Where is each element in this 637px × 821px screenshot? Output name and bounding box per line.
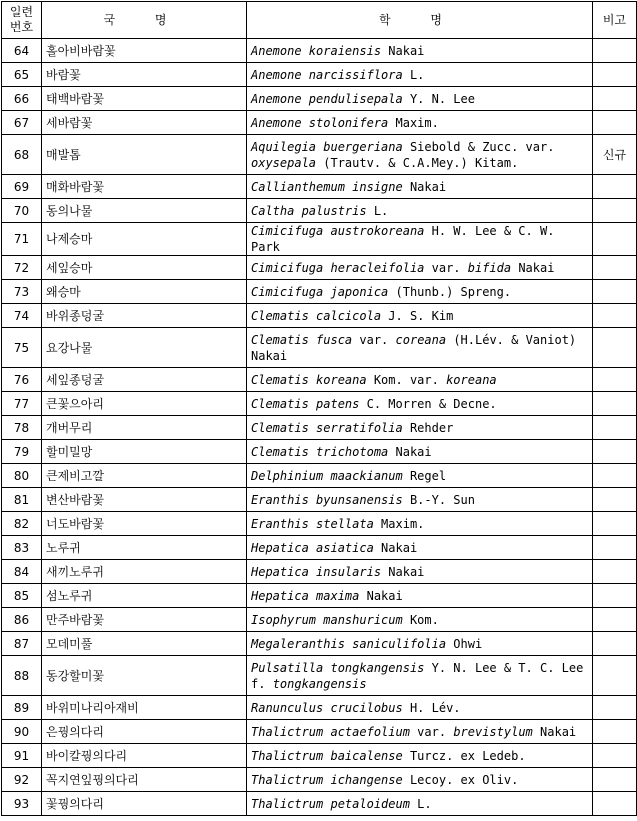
scientific-name-author-part: Nakai	[388, 444, 432, 459]
scientific-name-author-part: Kom. var.	[366, 372, 447, 387]
cell-scientific-name	[247, 608, 593, 632]
table-row	[2, 464, 637, 488]
cell-note	[593, 111, 637, 135]
cell-scientific-name	[247, 768, 593, 792]
cell-scientific-name	[247, 464, 593, 488]
scientific-name-author-part: (H.Lév. & Vaniot) Nakai	[251, 332, 577, 363]
cell-note	[593, 175, 637, 199]
scientific-name-italic-part: Hepatica insularis	[251, 564, 382, 579]
cell-serial-number: 81	[2, 488, 42, 512]
scientific-name-author-part: var.	[424, 260, 468, 275]
scientific-name-author-part: Maxim.	[388, 115, 439, 130]
cell-note	[593, 696, 637, 720]
cell-korean-name: 동의나물	[42, 199, 247, 223]
cell-scientific-name	[247, 368, 593, 392]
cell-scientific-name	[247, 584, 593, 608]
cell-note	[593, 488, 637, 512]
cell-korean-name: 꼭지연잎꿩의다리	[42, 768, 247, 792]
scientific-name-italic-part: Thalictrum petaloideum	[251, 796, 410, 811]
table-row	[2, 488, 637, 512]
cell-korean-name: 요강나물	[42, 328, 247, 368]
cell-scientific-name	[247, 63, 593, 87]
cell-korean-name: 매화바람꽃	[42, 175, 247, 199]
scientific-name-author-part: Regel	[402, 468, 447, 483]
cell-serial-number: 72	[2, 256, 42, 280]
scientific-name-author-part: L.	[366, 203, 389, 218]
cell-note	[593, 87, 637, 111]
cell-note	[593, 223, 637, 256]
scientific-name-author-part: H. W. Lee & C. W. Park	[251, 224, 555, 254]
scientific-name-author-part: Turcz. ex Ledeb.	[402, 748, 526, 763]
cell-note	[593, 560, 637, 584]
scientific-name-italic-part: Callianthemum insigne	[251, 179, 403, 194]
column-header-korean-name: 국 명	[42, 2, 247, 39]
scientific-name-italic-part: Pulsatilla tongkangensis	[251, 660, 425, 675]
scientific-name-author-part: Nakai	[381, 43, 425, 58]
scientific-name-italic-part: Delphinium maackianum	[251, 468, 403, 483]
scientific-name-italic-part: Clematis calcicola	[251, 308, 382, 323]
scientific-name-italic-part: Clematis patens	[251, 396, 360, 411]
cell-serial-number: 80	[2, 464, 42, 488]
cell-korean-name: 세잎종덩굴	[42, 368, 247, 392]
cell-korean-name: 은꿩의다리	[42, 720, 247, 744]
table-row	[2, 280, 637, 304]
scientific-name-author-part: Nakai	[402, 179, 447, 194]
cell-scientific-name	[247, 304, 593, 328]
scientific-name-italic-part: Ranunculus crucilobus	[251, 700, 403, 715]
scientific-name-italic-part: Thalictrum baicalense	[251, 748, 403, 763]
scientific-name-italic-part: Megaleranthis saniculifolia	[251, 636, 447, 651]
scientific-name-italic-part: Hepatica asiatica	[251, 540, 374, 555]
cell-korean-name: 할미밀망	[42, 440, 247, 464]
cell-scientific-name	[247, 536, 593, 560]
cell-serial-number: 64	[2, 39, 42, 63]
cell-korean-name: 태백바람꽃	[42, 87, 247, 111]
scientific-name-author-part: Kom.	[402, 612, 439, 627]
table-row	[2, 135, 637, 175]
cell-korean-name: 노루귀	[42, 536, 247, 560]
table-body	[2, 39, 637, 816]
scientific-name-italic-part: Cimicifuga austrokoreana	[251, 224, 425, 238]
cell-korean-name: 너도바람꽃	[42, 512, 247, 536]
scientific-name-author-part: Maxim.	[373, 516, 425, 531]
cell-note	[593, 512, 637, 536]
cell-note	[593, 328, 637, 368]
scientific-name-italic-part: Anemone pendulisepala	[251, 91, 403, 106]
cell-scientific-name	[247, 256, 593, 280]
cell-korean-name: 세잎승마	[42, 256, 247, 280]
table-row	[2, 39, 637, 63]
cell-scientific-name	[247, 696, 593, 720]
scientific-name-italic-part: tongkangensis	[272, 676, 367, 691]
cell-korean-name: 새끼노루귀	[42, 560, 247, 584]
cell-scientific-name	[247, 223, 593, 256]
cell-scientific-name	[247, 111, 593, 135]
cell-korean-name: 홀아비바람꽃	[42, 39, 247, 63]
cell-note	[593, 392, 637, 416]
scientific-name-author-part: Nakai	[359, 588, 403, 603]
table-row	[2, 175, 637, 199]
scientific-name-author-part: Nakai	[381, 564, 425, 579]
cell-serial-number: 82	[2, 512, 42, 536]
cell-serial-number: 77	[2, 392, 42, 416]
cell-korean-name: 큰꽃으아리	[42, 392, 247, 416]
cell-note	[593, 656, 637, 696]
header-serial-line1: 일련	[9, 5, 34, 19]
table-row	[2, 416, 637, 440]
cell-korean-name: 바이칼꿩의다리	[42, 744, 247, 768]
cell-note	[593, 584, 637, 608]
cell-scientific-name	[247, 488, 593, 512]
cell-serial-number: 86	[2, 608, 42, 632]
cell-note	[593, 464, 637, 488]
table-row	[2, 720, 637, 744]
cell-korean-name: 나제승마	[42, 223, 247, 256]
cell-scientific-name	[247, 328, 593, 368]
cell-korean-name: 바람꽃	[42, 63, 247, 87]
scientific-name-italic-part: Caltha palustris	[251, 203, 367, 218]
cell-scientific-name	[247, 416, 593, 440]
table-row	[2, 792, 637, 816]
cell-scientific-name	[247, 175, 593, 199]
cell-serial-number: 88	[2, 656, 42, 696]
table-row	[2, 368, 637, 392]
table-row	[2, 696, 637, 720]
table-row	[2, 304, 637, 328]
cell-scientific-name	[247, 720, 593, 744]
cell-korean-name: 세바람꽃	[42, 111, 247, 135]
cell-scientific-name	[247, 656, 593, 696]
cell-korean-name: 꽃꿩의다리	[42, 792, 247, 816]
table-row	[2, 440, 637, 464]
scientific-name-italic-part: Thalictrum actaefolium	[251, 724, 410, 739]
cell-serial-number: 83	[2, 536, 42, 560]
cell-scientific-name	[247, 512, 593, 536]
cell-serial-number: 71	[2, 223, 42, 256]
column-header-note: 비고	[593, 2, 637, 39]
cell-scientific-name	[247, 632, 593, 656]
cell-korean-name: 바위미나리아재비	[42, 696, 247, 720]
cell-serial-number: 73	[2, 280, 42, 304]
header-serial-line2: 번호	[9, 20, 34, 34]
cell-serial-number: 76	[2, 368, 42, 392]
cell-korean-name: 동강할미꽃	[42, 656, 247, 696]
scientific-name-italic-part: coreana	[395, 332, 447, 347]
table-row	[2, 392, 637, 416]
scientific-name-italic-part: Clematis serratifolia	[251, 420, 403, 435]
cell-serial-number: 69	[2, 175, 42, 199]
cell-serial-number: 75	[2, 328, 42, 368]
cell-scientific-name	[247, 280, 593, 304]
scientific-name-author-part: var.	[352, 332, 396, 347]
cell-serial-number: 67	[2, 111, 42, 135]
scientific-name-author-part: (Thunb.) Spreng.	[388, 284, 512, 299]
cell-note	[593, 440, 637, 464]
cell-note	[593, 63, 637, 87]
cell-note	[593, 199, 637, 223]
cell-scientific-name	[247, 199, 593, 223]
cell-note	[593, 768, 637, 792]
cell-serial-number: 78	[2, 416, 42, 440]
cell-note	[593, 792, 637, 816]
scientific-name-italic-part: Clematis fusca	[251, 332, 353, 347]
cell-scientific-name	[247, 560, 593, 584]
cell-serial-number: 68	[2, 135, 42, 175]
scientific-name-italic-part: brevistylum	[453, 724, 533, 739]
cell-korean-name: 변산바람꽃	[42, 488, 247, 512]
cell-serial-number: 92	[2, 768, 42, 792]
scientific-name-author-part: Ohwi	[446, 636, 483, 651]
cell-korean-name: 바위종덩굴	[42, 304, 247, 328]
cell-note	[593, 368, 637, 392]
cell-note	[593, 39, 637, 63]
scientific-name-author-part: Rehder	[402, 420, 454, 435]
table-row	[2, 256, 637, 280]
cell-serial-number: 87	[2, 632, 42, 656]
scientific-name-italic-part: Anemone koraiensis	[251, 43, 382, 58]
scientific-name-italic-part: oxysepala	[251, 155, 317, 170]
scientific-name-author-part: L.	[409, 796, 432, 811]
table-row	[2, 656, 637, 696]
scientific-name-author-part: J. S. Kim	[381, 308, 454, 323]
cell-scientific-name	[247, 440, 593, 464]
scientific-name-italic-part: Clematis trichotoma	[251, 444, 389, 459]
scientific-name-italic-part: Eranthis byunsanensis	[251, 492, 403, 507]
table-row	[2, 63, 637, 87]
cell-serial-number: 65	[2, 63, 42, 87]
cell-korean-name: 섬노루귀	[42, 584, 247, 608]
cell-scientific-name	[247, 39, 593, 63]
cell-korean-name: 개버무리	[42, 416, 247, 440]
cell-note	[593, 536, 637, 560]
scientific-name-italic-part: bifida	[467, 260, 512, 275]
cell-scientific-name	[247, 87, 593, 111]
scientific-name-italic-part: Anemone stolonifera	[251, 115, 389, 130]
cell-scientific-name	[247, 392, 593, 416]
table-row	[2, 584, 637, 608]
cell-korean-name: 큰제비고깔	[42, 464, 247, 488]
table-row	[2, 608, 637, 632]
scientific-name-author-part: (Trautv. & C.A.Mey.) Kitam.	[316, 155, 519, 170]
cell-serial-number: 89	[2, 696, 42, 720]
cell-serial-number: 91	[2, 744, 42, 768]
scientific-name-italic-part: Aquilegia buergeriana	[251, 139, 403, 154]
cell-korean-name: 왜승마	[42, 280, 247, 304]
cell-serial-number: 90	[2, 720, 42, 744]
scientific-name-author-part: L.	[402, 67, 425, 82]
scientific-name-italic-part: Thalictrum ichangense	[251, 772, 403, 787]
cell-scientific-name	[247, 744, 593, 768]
table-row	[2, 632, 637, 656]
cell-note	[593, 720, 637, 744]
table-row	[2, 199, 637, 223]
cell-serial-number: 79	[2, 440, 42, 464]
cell-serial-number: 74	[2, 304, 42, 328]
cell-serial-number: 84	[2, 560, 42, 584]
cell-korean-name: 만주바람꽃	[42, 608, 247, 632]
scientific-name-italic-part: Hepatica maxima	[251, 588, 360, 603]
scientific-name-author-part: var.	[409, 724, 454, 739]
cell-serial-number: 66	[2, 87, 42, 111]
scientific-name-italic-part: Eranthis stellata	[251, 516, 374, 531]
cell-note	[593, 256, 637, 280]
cell-scientific-name	[247, 135, 593, 175]
scientific-name-italic-part: Isophyrum manshuricum	[251, 612, 403, 627]
scientific-name-author-part: Siebold & Zucc. var.	[402, 139, 555, 154]
scientific-name-italic-part: Clematis koreana	[251, 372, 367, 387]
cell-serial-number: 93	[2, 792, 42, 816]
cell-note	[593, 416, 637, 440]
cell-note: 신규	[593, 135, 637, 175]
scientific-name-italic-part: koreana	[446, 372, 497, 387]
scientific-name-italic-part: Cimicifuga heracleifolia	[251, 260, 425, 275]
cell-korean-name: 매발톱	[42, 135, 247, 175]
scientific-name-italic-part: Anemone narcissiflora	[251, 67, 403, 82]
table-row	[2, 512, 637, 536]
scientific-name-author-part: H. Lév.	[402, 700, 461, 715]
cell-korean-name: 모데미풀	[42, 632, 247, 656]
cell-note	[593, 304, 637, 328]
scientific-name-author-part: Y. N. Lee	[402, 91, 475, 106]
cell-note	[593, 744, 637, 768]
table-row	[2, 768, 637, 792]
table-row	[2, 87, 637, 111]
header-row	[2, 2, 637, 39]
cell-note	[593, 632, 637, 656]
table-row	[2, 744, 637, 768]
table-row	[2, 111, 637, 135]
scientific-name-author-part: Y. N. Lee & T. C. Lee f.	[251, 660, 584, 691]
scientific-name-author-part: Lecoy. ex Oliv.	[402, 772, 519, 787]
cell-note	[593, 280, 637, 304]
cell-serial-number: 70	[2, 199, 42, 223]
column-header-serial-number	[2, 2, 42, 39]
species-table	[1, 1, 637, 816]
cell-note	[593, 608, 637, 632]
column-header-scientific-name: 학 명	[247, 2, 593, 39]
scientific-name-italic-part: Cimicifuga japonica	[251, 284, 389, 299]
cell-scientific-name	[247, 792, 593, 816]
table-row	[2, 223, 637, 256]
scientific-name-author-part: Nakai	[511, 260, 555, 275]
scientific-name-author-part: Nakai	[532, 724, 577, 739]
table-row	[2, 560, 637, 584]
table-row	[2, 536, 637, 560]
cell-serial-number: 85	[2, 584, 42, 608]
scientific-name-author-part: B.-Y. Sun	[402, 492, 475, 507]
table-row	[2, 328, 637, 368]
scientific-name-author-part: Nakai	[373, 540, 418, 555]
scientific-name-author-part: C. Morren & Decne.	[359, 396, 497, 411]
